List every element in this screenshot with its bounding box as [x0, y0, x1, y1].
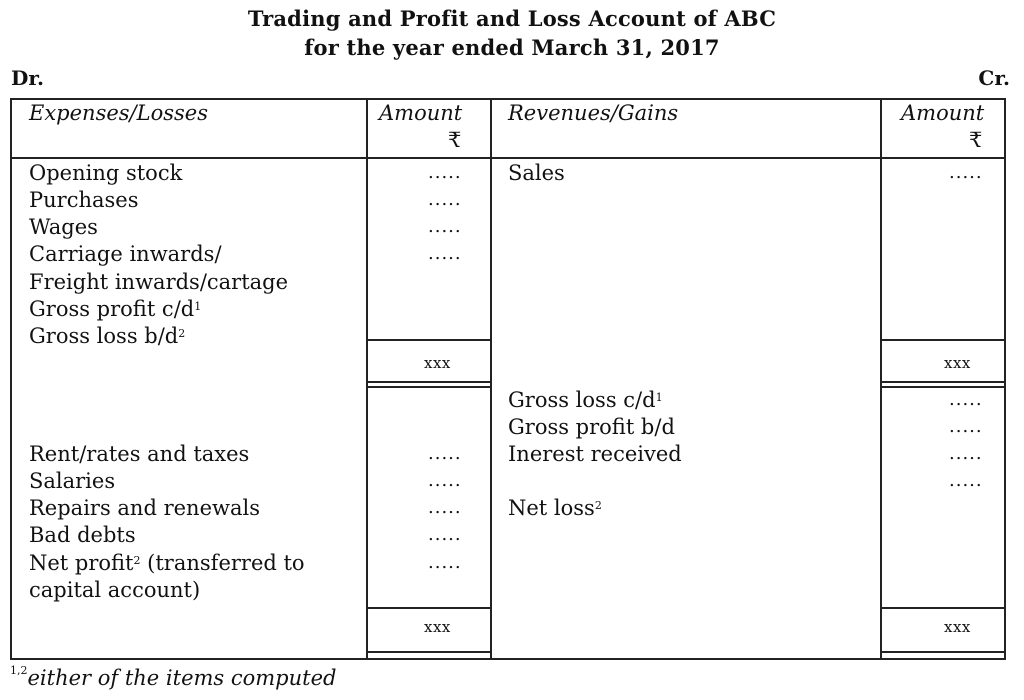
item-net-loss: Net loss$^2$ — [508, 496, 602, 520]
item-capital-account: capital account) — [29, 578, 201, 602]
amount-placeholder: ..... — [428, 216, 462, 237]
debit-label: Dr. — [11, 66, 45, 90]
item-sales: Sales — [508, 161, 565, 185]
rule-bottom — [10, 658, 1006, 660]
amount-placeholder: ..... — [428, 524, 462, 545]
item-carriage-inwards: Carriage inwards/ — [29, 242, 222, 266]
amount-placeholder: ..... — [949, 470, 983, 491]
amount-placeholder: ..... — [949, 162, 983, 183]
amount-placeholder: ..... — [428, 497, 462, 518]
header-amount-debit: Amount — [379, 101, 463, 125]
amount-placeholder: ..... — [949, 389, 983, 410]
item-gross-profit-bd: Gross profit b/d — [508, 415, 675, 439]
pl-total-credit: xxx — [944, 618, 971, 636]
amount-placeholder: ..... — [428, 443, 462, 464]
header-revenues: Revenues/Gains — [508, 101, 679, 125]
item-purchases: Purchases — [29, 188, 139, 212]
rule-left — [10, 98, 12, 660]
amount-placeholder: ..... — [428, 470, 462, 491]
trading-total-debit: xxx — [424, 354, 451, 372]
amount-placeholder: ..... — [949, 443, 983, 464]
item-bad-debts: Bad debts — [29, 523, 136, 547]
rule-col1 — [366, 98, 368, 660]
credit-label: Cr. — [978, 66, 1010, 90]
item-salaries: Salaries — [29, 469, 116, 493]
item-repairs-renewals: Repairs and renewals — [29, 496, 260, 520]
item-freight-inwards: Freight inwards/cartage — [29, 270, 289, 294]
amount-placeholder: ..... — [428, 162, 462, 183]
item-wages: Wages — [29, 215, 98, 239]
trading-total-credit: xxx — [944, 354, 971, 372]
rule-header — [10, 157, 1006, 159]
currency-credit: ₹ — [969, 128, 983, 152]
rule-col2 — [490, 98, 492, 660]
rule-col3 — [880, 98, 882, 660]
account-title: Trading and Profit and Loss Account of ABC — [247, 6, 777, 31]
amount-placeholder: ..... — [428, 552, 462, 573]
amount-placeholder: ..... — [428, 189, 462, 210]
item-interest-received: Inerest received — [508, 442, 682, 466]
amount-placeholder: ..... — [428, 243, 462, 264]
rule-top — [10, 98, 1006, 100]
item-rent-rates-taxes: Rent/rates and taxes — [29, 442, 250, 466]
amount-placeholder: ..... — [949, 416, 983, 437]
pl-total-debit: xxx — [424, 618, 451, 636]
item-gross-loss-cd: Gross loss $c/d^1$ — [508, 388, 663, 412]
rule-right — [1004, 98, 1006, 660]
header-expenses: Expenses/Losses — [29, 101, 208, 125]
item-opening-stock: Opening stock — [29, 161, 183, 185]
item-gross-loss-bd: Gross loss $b/d^2$ — [29, 324, 186, 348]
item-net-profit: Net profit$^2$ (transferred to — [29, 551, 305, 575]
item-gross-profit-cd: Gross profit $c/d^1$ — [29, 297, 202, 321]
footnote: $^{1,2}$either of the items computed — [10, 664, 337, 690]
account-period: for the year ended March 31, 2017 — [304, 35, 720, 60]
header-amount-credit: Amount — [901, 101, 985, 125]
currency-debit: ₹ — [448, 128, 462, 152]
